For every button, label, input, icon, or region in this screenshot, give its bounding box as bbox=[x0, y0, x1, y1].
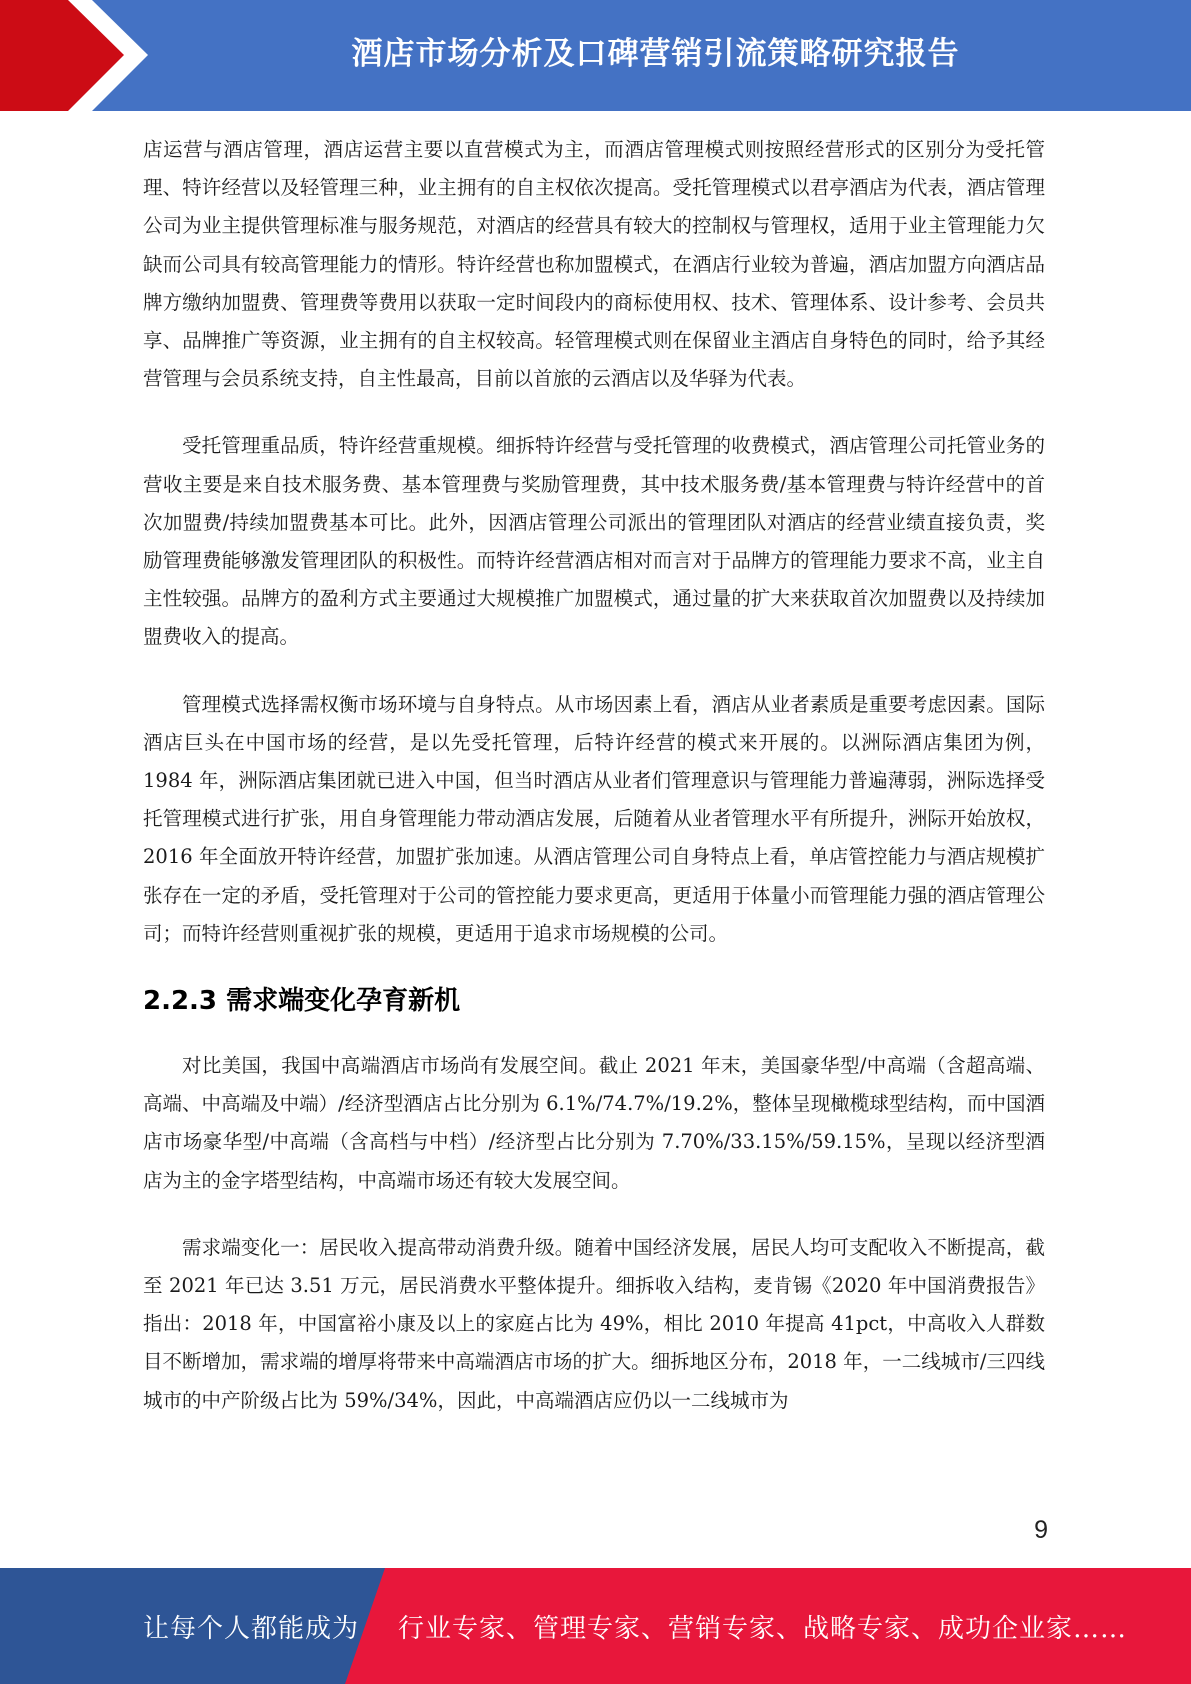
body-paragraph-1: 店运营与酒店管理，酒店运营主要以直营模式为主，而酒店管理模式则按照经营形式的区别分为受托管理、特许经营以及轻管理三种，业主拥有的自主权依次提高。受托管理模式以君亭酒店为代表，酒店管理公司为业主提供管理标准与服务规范，对酒店的经营具有较大的控制权与管理权，适用于业主管理能力欠缺而公司具有较高管理能力的情形。特许经营也称加盟模式，在酒店行业较为普遍，酒店加盟方向酒店品牌方缴纳加盟费、管理费等费用以获取一定时间段内的商标使用权、技术、管理体系、设计参考、会员共享、品牌推广等资源，业主拥有的自主权较高。轻管理模式则在保留业主酒店自身特色的同时，给予其经营管理与会员系统支持，自主性最高，目前以首旅的云酒店以及华驿为代表。 bbox=[143, 138, 1045, 391]
page-footer bbox=[0, 1568, 1191, 1684]
header-title: 酒店市场分析及口碑营销引流策略研究报告 bbox=[351, 35, 960, 72]
body-paragraph-3: 管理模式选择需权衡市场环境与自身特点。从市场因素上看，酒店从业者素质是重要考虑因素。国际酒店巨头在中国市场的经营，是以先受托管理，后特许经营的模式来开展的。以洲际酒店集团为例，1984 年，洲际酒店集团就已进入中国，但当时酒店从业者们管理意识与管理能力普遍薄弱，洲际选择受托管理模式进行扩张，用自身管理能力带动酒店发展，后随着从业者管理水平有所提升，洲际开始放权，2016 年全面放开特许经营，加盟扩张加速。从酒店管理公司自身特点上看，单店管控能力与酒店规模扩张存在一定的矛盾，受托管理对于公司的管控能力要求更高，更适用于体量小而管理能力强的酒店管理公司；而特许经营则重视扩张的规模，更适用于追求市场规模的公司。 bbox=[143, 692, 1045, 945]
document-body bbox=[143, 131, 1045, 1420]
footer-slogan-left: 让每个人都能成为 bbox=[143, 1613, 360, 1644]
body-paragraph-4: 对比美国，我国中高端酒店市场尚有发展空间。截止 2021 年末，美国豪华型/中高端（含超高端、高端、中高端及中端）/经济型酒店占比分别为 6.1%/74.7%/19.2%，整体呈现橄榄球型结构，而中国酒店市场豪华型/中高端（含高档与中档）/经济型占比分别为 7.70%/33.15%/59.15%，呈现以经济型酒店为主的金字塔型结构，中高端市场还有较大发展空间。 bbox=[143, 1054, 1045, 1192]
body-paragraph-2: 受托管理重品质，特许经营重规模。细拆特许经营与受托管理的收费模式，酒店管理公司托管业务的营收主要是来自技术服务费、基本管理费与奖励管理费，其中技术服务费/基本管理费与特许经营中的首次加盟费/持续加盟费基本可比。此外，因酒店管理公司派出的管理团队对酒店的经营业绩直接负责，奖励管理费能够激发管理团队的积极性。而特许经营酒店相对而言对于品牌方的管理能力要求不高，业主自主性较强。品牌方的盈利方式主要通过大规模推广加盟模式，通过量的扩大来获取首次加盟费以及持续加盟费收入的提高。 bbox=[143, 434, 1045, 649]
body-paragraph-5: 需求端变化一：居民收入提高带动消费升级。随着中国经济发展，居民人均可支配收入不断提高，截至 2021 年已达 3.51 万元，居民消费水平整体提升。细拆收入结构，麦肯锡《2020 年中国消费报告》指出：2018 年，中国富裕小康及以上的家庭占比为 49%，相比 2010 年提高 41pct，中高收入人群数目不断增加，需求端的增厚将带来中高端酒店市场的扩大。细拆地区分布，2018 年，一二线城市/三四线城市的中产阶级占比为 59%/34%，因此，中高端酒店应仍以一二线城市为 bbox=[143, 1235, 1045, 1412]
footer-slogan-right: 行业专家、管理专家、营销专家、战略专家、成功企业家…… bbox=[398, 1613, 1128, 1644]
page-header bbox=[0, 0, 1191, 111]
page-number: 9 bbox=[1034, 1516, 1048, 1544]
section-heading: 2.2.3 需求端变化孕育新机 bbox=[143, 986, 461, 1017]
